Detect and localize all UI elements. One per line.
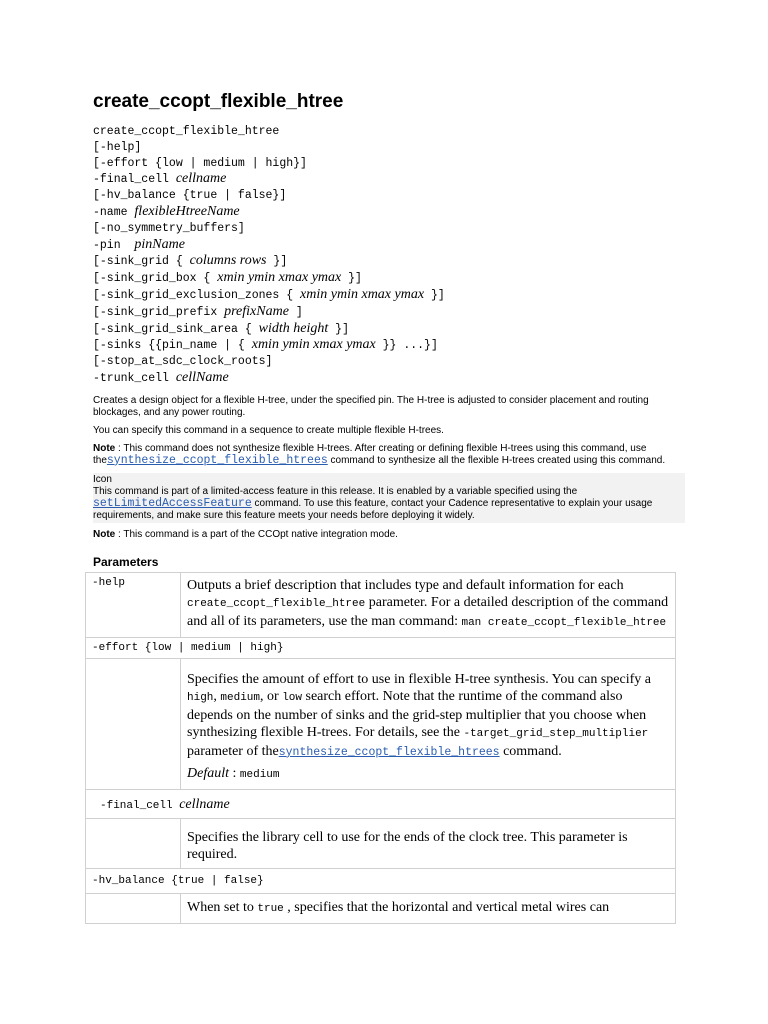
param-desc-hv-balance: When set to true , specifies that the horizontal and vertical metal wires can [181,893,676,923]
empty-cell [86,658,181,789]
synopsis-line: [-sink_grid_sink_area { width height }] [93,320,349,336]
note-integration: Note : This command is a part of the CCOpt native integration mode. [93,528,398,540]
synopsis-line: [-effort {low | medium | high}] [93,156,307,170]
synopsis-line: [-help] [93,140,142,154]
synopsis-line: [-sink_grid_prefix prefixName ] [93,303,303,319]
synopsis-line: [-no_symmetry_buffers] [93,221,245,235]
synopsis-line: -final_cell cellname [93,171,227,187]
synopsis-line: -pin pinName [93,236,185,252]
param-name-effort: -effort {low | medium | high} [86,637,676,658]
parameters-heading: Parameters [93,554,159,569]
param-name-help: -help [86,572,181,637]
table-row [86,789,676,818]
document-page [93,90,685,924]
param-name-hv-balance: -hv_balance {true | false} [86,868,676,893]
synopsis-line: -trunk_cell cellName [93,369,229,385]
table-row [86,637,676,658]
synopsis-line: [-stop_at_sdc_clock_roots] [93,355,273,369]
page-title: create_ccopt_flexible_htree [93,91,344,112]
note-label: Note [93,442,116,454]
table-row [86,868,676,893]
param-desc-help: Outputs a brief description that includes type and default information for each create_ccopt_flexible_htree parameter. For a detailed description of the command and all of its parameters, use the man command: man create_ccopt_flexible_htree [181,572,676,637]
note-label: Note [93,528,116,540]
notice-icon: Icon [93,473,112,485]
empty-cell [86,893,181,923]
synopsis-line: [-sinks {{pin_name | { xmin ymin xmax ymax }} ...}] [93,337,438,353]
synopsis-line: [-sink_grid_exclusion_zones { xmin ymin xmax ymax }] [93,286,445,302]
table-row [86,893,676,923]
sequence-paragraph: You can specify this command in a sequence to create multiple flexible H-trees. [93,424,444,436]
synthesize-htrees-link[interactable]: synthesize_ccopt_flexible_htrees [278,745,500,759]
param-desc-final-cell: Specifies the library cell to use for the ends of the clock tree. This parameter is required. [181,818,676,868]
param-desc-effort: Specifies the amount of effort to use in flexible H-tree synthesis. You can specify a high, medium, or low search effort. Note that the runtime of the command also depends on the number of sinks and the grid-step multiplier that you choose when synthesizing flexible H-trees. For details, see the -target_grid_step_multiplier parameter of thesynthesize_ccopt_flexible_htrees command. Default : medium [181,658,676,789]
set-limited-access-feature-link[interactable]: setLimitedAccessFeature [93,496,252,510]
synopsis-line: -name flexibleHtreeName [93,203,240,219]
synopsis-line: create_ccopt_flexible_htree [93,125,280,138]
synopsis-line: [-hv_balance {true | false}] [93,189,287,203]
command-synopsis [93,124,685,387]
synopsis-line: [-sink_grid { columns rows }] [93,253,288,269]
synopsis-line: [-sink_grid_box { xmin ymin xmax ymax }] [93,270,362,286]
description-paragraph: Creates a design object for a flexible H-tree, under the specified pin. The H-tree is adjusted to consider placement and routing blockages, and any power routing. [93,394,649,418]
note-synthesize: Note : This command does not synthesize flexible H-trees. After creating or defining flexible H-trees using this command, use thesynthesize_ccopt_flexible_htrees command to synthesize all the flexible H-trees created using this command. [93,442,666,467]
empty-cell [86,818,181,868]
default-value-line: Default : medium [187,765,280,781]
notice-text: This command is part of a limited-access feature in this release. It is enabled by a variable specified using the setLimitedAccessFeature command. To use this feature, contact your Cadence representative to explain your usage requirements, and make sure this feature meets your needs before deploying it widely. [93,485,653,521]
limited-access-notice [93,473,685,523]
synthesize-htrees-link[interactable]: synthesize_ccopt_flexible_htrees [106,453,328,467]
table-row [86,658,676,789]
table-row [86,572,676,637]
table-row [86,818,676,868]
parameters-table [85,572,676,924]
param-name-final-cell: -final_cell cellname [86,789,676,818]
